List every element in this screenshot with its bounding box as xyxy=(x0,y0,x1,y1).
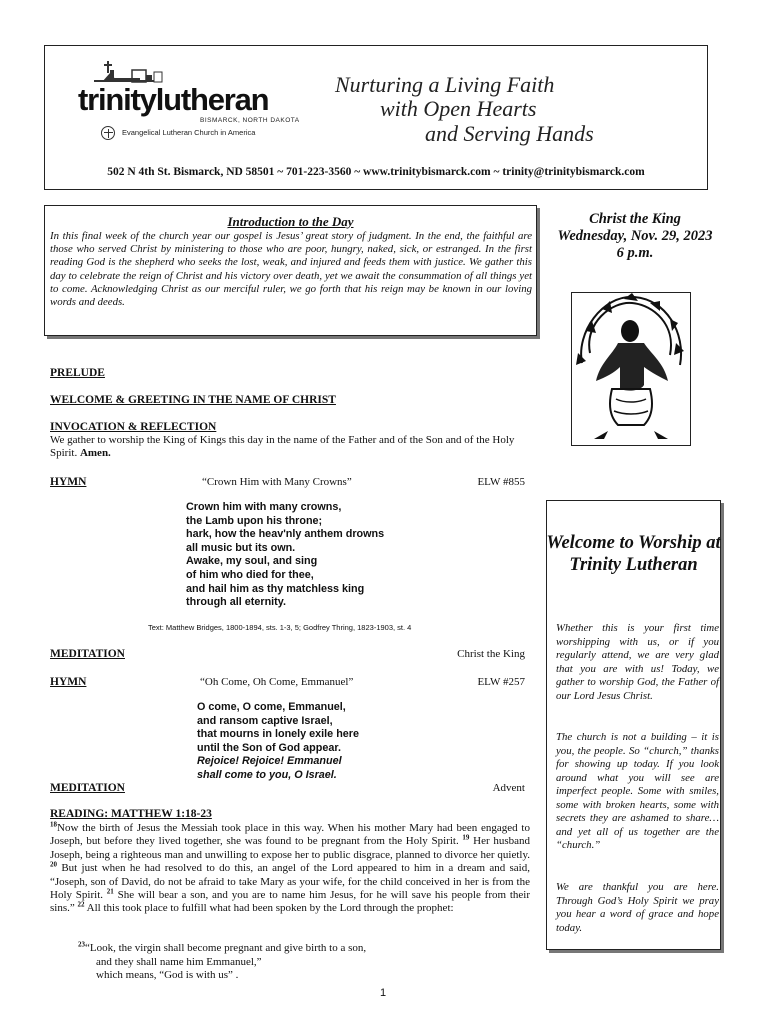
meditation-2-label: MEDITATION xyxy=(50,782,125,794)
verse-line: O come, O come, Emmanuel, xyxy=(197,701,346,713)
verse-number: 19 xyxy=(462,833,470,842)
hymn-2-number: ELW #257 xyxy=(477,676,525,688)
hymn-1-credit: Text: Matthew Bridges, 1800-1894, sts. 1-3, 5; Godfrey Thring, 1823-1903, st. 4 xyxy=(148,623,412,632)
tagline-line-2: with Open Hearts xyxy=(380,96,537,121)
meditation-1-label: MEDITATION xyxy=(50,648,125,660)
meditation-1-title: Christ the King xyxy=(457,648,525,660)
prophecy-quote xyxy=(78,942,366,983)
welcome-paragraph: Whether this is your first time worshipping with us, or if you regularly attend, we are very glad that you are with us! Today, we gather to worship God, the Father of our Lord Jesus Christ. xyxy=(556,622,719,702)
welcome-greeting-heading: WELCOME & GREETING IN THE NAME OF CHRIST xyxy=(50,394,336,406)
verse-number: 18 xyxy=(50,820,57,829)
welcome-title: Welcome to Worship at Trinity Lutheran xyxy=(546,533,721,575)
contact-address-line: 502 N 4th St. Bismarck, ND 58501 ~ 701-223-3560 ~ www.trinitybismarck.com ~ trinity@trinitybismarck.com xyxy=(107,166,645,178)
christ-king-figure-icon xyxy=(572,293,690,445)
welcome-paragraph: The church is not a building – it is you, the people. So “church,” thanks for showing up today. If you look around what you will see are imperfect people. Some with smiles, some with broken hearts, some with secrets they are ashamed to share… and yet all of us together are the “church.” xyxy=(556,731,719,851)
refrain-line: shall come to you, O Israel. xyxy=(197,768,337,781)
verse-line: Crown him with many crowns, xyxy=(186,501,342,513)
verse-text: Her husband Joseph, being a righteous man and unwilling to expose her to public disgrace, planned to divorce her quietly. xyxy=(50,835,531,861)
verse-line: and ransom captive Israel, xyxy=(197,714,333,727)
verse-number: 21 xyxy=(106,887,114,896)
verse-line: Awake, my soul, and sing xyxy=(186,555,318,568)
reading-text xyxy=(50,822,530,916)
hymn-1-number: ELW #855 xyxy=(477,476,525,488)
verse-text: But just when he had resolved to do this, an angel of the Lord appeared to him in a dream and said, “Joseph, son of David, do not be afraid to take Mary as your wife, for the child conceived in her is from the Holy Spirit. xyxy=(50,862,530,902)
logo-affiliation: Evangelical Lutheran Church in America xyxy=(122,128,256,137)
verse-line: all music but its own. xyxy=(186,541,296,554)
intro-title: Introduction to the Day xyxy=(227,214,354,229)
service-date: Wednesday, Nov. 29, 2023 xyxy=(557,228,713,244)
verse-number: 22 xyxy=(77,900,85,909)
tagline-line-1: Nurturing a Living Faith xyxy=(335,72,555,97)
christ-the-king-artwork xyxy=(571,292,691,446)
prelude-heading: PRELUDE xyxy=(50,367,105,379)
refrain-line: Rejoice! Rejoice! Emmanuel xyxy=(197,755,342,768)
verse-line: hark, how the heav'nly anthem drowns xyxy=(186,528,385,541)
verse-line: and hail him as thy matchless king xyxy=(186,582,365,595)
service-time: 6 p.m. xyxy=(616,245,654,261)
page-number: 1 xyxy=(380,987,387,999)
service-name: Christ the King xyxy=(589,211,681,227)
verse-line: until the Son of God appear. xyxy=(197,741,341,754)
quote-line: $^{23}$“Look, the virgin shall become pregnant and give birth to a son, xyxy=(78,940,367,954)
hymn-1-label: HYMN xyxy=(50,476,87,488)
quote-line: which means, “God is with us” . xyxy=(96,969,239,982)
logo-wordmark: trinitylutheran xyxy=(78,82,269,117)
verse-number: 23 xyxy=(78,940,85,949)
verse-number: 20 xyxy=(50,860,57,869)
verse-text: She will bear a son, and you are to name him Jesus, for he will save his people from their sins.” xyxy=(50,889,530,915)
verse-line: that mourns in lonely exile here xyxy=(197,728,359,741)
hymn-1-verse xyxy=(186,501,384,610)
verse-line: the Lamb upon his throne; xyxy=(186,514,323,527)
tagline-line-3: and Serving Hands xyxy=(425,121,594,146)
hymn-2-verse xyxy=(197,701,359,783)
logo-location: BISMARCK, NORTH DAKOTA xyxy=(200,117,300,124)
invocation-prayer: We gather to worship the King of Kings this day in the name of the Father and of the Son and of the Holy Spirit. xyxy=(50,434,515,459)
invocation-heading: INVOCATION & REFLECTION xyxy=(50,421,217,433)
elca-cross-icon xyxy=(101,126,115,140)
verse-line: of him who died for thee, xyxy=(186,568,314,581)
meditation-2-title: Advent xyxy=(492,782,525,794)
invocation-response: Amen. xyxy=(79,447,111,459)
intro-text: In this final week of the church year our gospel is Jesus’ great story of judgment. In the end, the faithful are those who served Christ by ministering to those who are poor, hungry, naked, sick, or estranged. In the first reading God is the shepherd who seeks the lost, weak, and injured and feeds them with justice. We gather this day to celebrate the reign of Christ and his victory over death, yet we await the consummation of all things yet to come. Acknowledging Christ as our merciful ruler, we go forth that his reign may be known in our loving words and deeds. xyxy=(50,230,532,309)
hymn-2-title: “Oh Come, Oh Come, Emmanuel” xyxy=(200,676,354,688)
verse-text: All this took place to fulfill what had been spoken by the Lord through the prophet: xyxy=(86,902,454,915)
verse-text: Now the birth of Jesus the Messiah took place in this way. When his mother Mary had been engaged to Joseph, but before they lived together, she was found to be pregnant from the Holy Spirit. xyxy=(50,822,530,848)
quote-line: and they shall name him Emmanuel,” xyxy=(96,955,262,968)
verse-line: through all eternity. xyxy=(186,596,286,609)
invocation-text xyxy=(50,434,530,460)
welcome-paragraph: We are thankful you are here. Through God’s Holy Spirit we pray you hear a word of grace and hope today. xyxy=(556,881,719,934)
hymn-2-label: HYMN xyxy=(50,676,87,688)
service-info xyxy=(540,211,730,262)
hymn-1-title: “Crown Him with Many Crowns” xyxy=(202,476,352,488)
reading-heading: READING: MATTHEW 1:18-23 xyxy=(50,808,212,820)
